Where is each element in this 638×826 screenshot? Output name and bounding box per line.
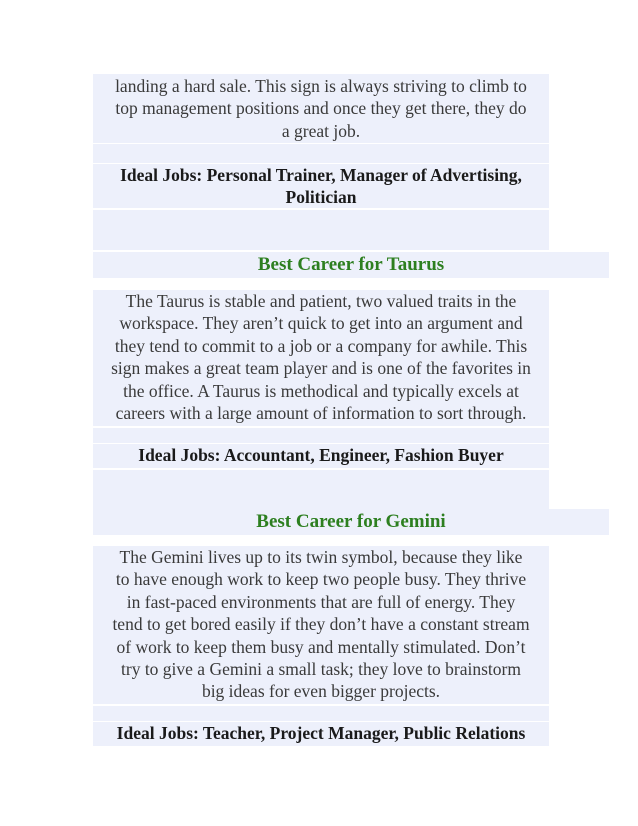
paragraph-line: sign makes a great team player and is one of the favorites in: [111, 358, 531, 379]
paragraph-line: try to give a Gemini a small task; they love to brainstorm: [121, 659, 521, 680]
paragraph-line: big ideas for even bigger projects.: [201, 681, 441, 702]
paragraph-line: a great job.: [281, 120, 361, 141]
ideal-jobs-line: Ideal Jobs: Personal Trainer, Manager of Advertising,: [120, 165, 522, 185]
aries-paragraph: [93, 74, 549, 143]
paragraph-line: careers with a large amount of information to sort through.: [115, 403, 527, 424]
gemini-heading: Best Career for Gemini: [93, 509, 609, 535]
paragraph-line: tend to get bored easily if they don’t have a constant stream: [112, 614, 530, 635]
spacer: [93, 706, 549, 721]
paragraph-line: in fast-paced environments that are full of energy. They: [126, 591, 516, 612]
paragraph-line: of work to keep them busy and mentally stimulated. Don’t: [116, 636, 526, 657]
taurus-ideal-jobs: Ideal Jobs: Accountant, Engineer, Fashion Buyer: [93, 444, 549, 468]
gemini-ideal-jobs: Ideal Jobs: Teacher, Project Manager, Public Relations: [93, 722, 549, 746]
paragraph-line: landing a hard sale. This sign is always striving to climb to: [115, 76, 527, 96]
spacer: [93, 210, 549, 250]
paragraph-line: the office. A Taurus is methodical and typically excels at: [123, 380, 519, 401]
aries-ideal-jobs: [93, 164, 549, 208]
gemini-paragraph: [93, 546, 549, 704]
ideal-jobs-line: Politician: [285, 187, 357, 208]
paragraph-line: The Gemini lives up to its twin symbol, because they like: [119, 547, 523, 567]
paragraph-line: to have enough work to keep two people busy. They thrive: [115, 569, 527, 590]
paragraph-line: top management positions and once they get there, they do: [115, 98, 527, 119]
paragraph-line: The Taurus is stable and patient, two valued traits in the: [125, 291, 517, 311]
spacer: [93, 428, 549, 443]
spacer: [93, 470, 549, 510]
paragraph-line: they tend to commit to a job or a company for awhile. This: [114, 335, 528, 356]
paragraph-line: workspace. They aren’t quick to get into an argument and: [119, 313, 523, 334]
taurus-paragraph: [93, 290, 549, 426]
taurus-heading: Best Career for Taurus: [93, 252, 609, 278]
aries-spacer: [93, 144, 549, 163]
